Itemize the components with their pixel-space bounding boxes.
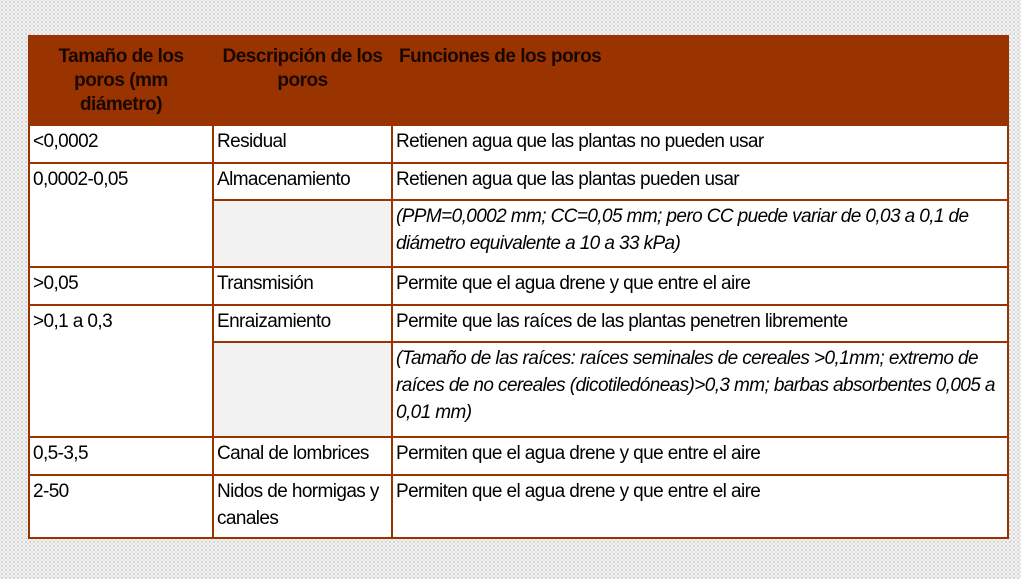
- cell-function: Permiten que el agua drene y que entre el aire: [392, 437, 1008, 475]
- cell-note: (PPM=0,0002 mm; CC=0,05 mm; pero CC puede variar de 0,03 a 0,1 de diámetro equivalente a 10 a 33 kPa): [392, 200, 1008, 267]
- cell-function: Permite que el agua drene y que entre el aire: [392, 267, 1008, 305]
- cell-description: Residual: [213, 125, 392, 163]
- table-row: [29, 125, 1008, 163]
- cell-empty: [213, 200, 392, 267]
- cell-description: Canal de lombrices: [213, 437, 392, 475]
- cell-size: 0,5-3,5: [29, 437, 213, 475]
- table-row: [29, 163, 1008, 200]
- cell-description: Nidos de hormigas y canales: [213, 475, 392, 538]
- cell-note: (Tamaño de las raíces: raíces seminales de cereales >0,1mm; extremo de raíces de no cereales (dicotiledóneas)>0,3 mm; barbas absorbentes 0,005 a 0,01 mm): [392, 342, 1008, 437]
- cell-size: 0,0002-0,05: [29, 163, 213, 267]
- pore-table-container: [28, 35, 1007, 539]
- cell-function: Permiten que el agua drene y que entre el aire: [392, 475, 1008, 538]
- cell-function: Permite que las raíces de las plantas penetren libremente: [392, 305, 1008, 342]
- table-row: [29, 475, 1008, 538]
- cell-description: Almacenamiento: [213, 163, 392, 200]
- cell-function: Retienen agua que las plantas pueden usar: [392, 163, 1008, 200]
- header-pore-description: Descripción de los poros: [213, 36, 392, 125]
- cell-size: <0,0002: [29, 125, 213, 163]
- header-row: [29, 36, 1008, 125]
- header-pore-size: Tamaño de los poros (mm diámetro): [29, 36, 213, 125]
- table-row: [29, 267, 1008, 305]
- table-row: [29, 437, 1008, 475]
- cell-empty: [213, 342, 392, 437]
- cell-description: Enraizamiento: [213, 305, 392, 342]
- cell-function: Retienen agua que las plantas no pueden usar: [392, 125, 1008, 163]
- cell-size: >0,05: [29, 267, 213, 305]
- pore-size-table: [28, 35, 1009, 539]
- header-pore-function: Funciones de los poros: [392, 36, 1008, 125]
- cell-description: Transmisión: [213, 267, 392, 305]
- table-row: [29, 305, 1008, 342]
- cell-size: >0,1 a 0,3: [29, 305, 213, 437]
- cell-size: 2-50: [29, 475, 213, 538]
